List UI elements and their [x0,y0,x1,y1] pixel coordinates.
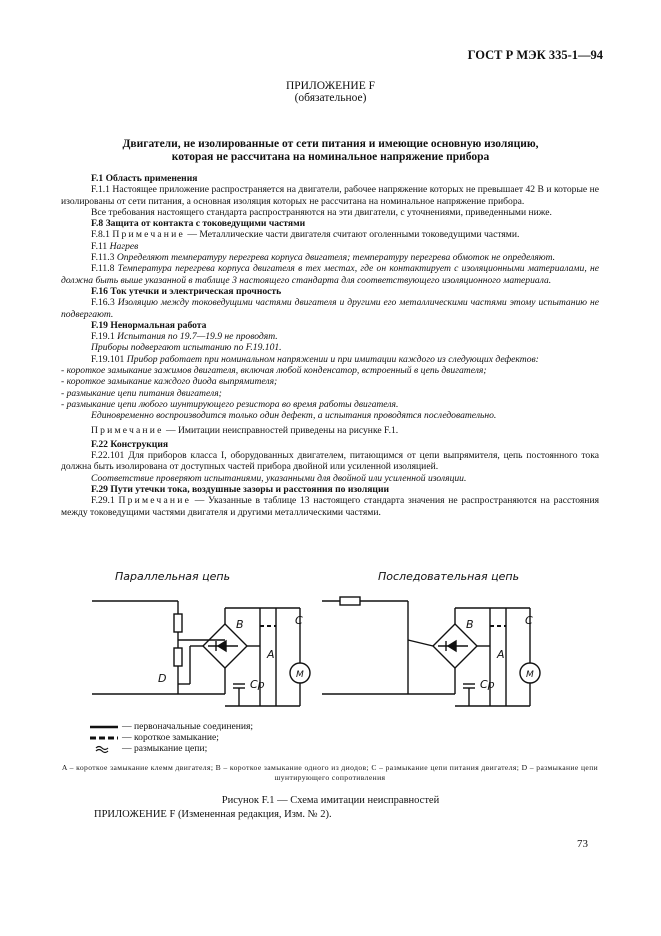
solid-line-icon [90,724,118,730]
f11-8-text: Температура перегрева корпуса двигателя в тех местах, где он контактирует с изоляционными материалами, не должна быть выше указанной в таблице 3 настоящего стандарта для соответствующего изоляционного материала. [61,263,599,286]
defect-item: - короткое замыкание каждого диода выпрямителя; [61,376,278,388]
f19-101-num: F.19.101 [91,353,125,365]
heading-line-1: Двигатели, не изолированные от сети питания и имеющие основную изоляцию, [122,138,539,150]
legend-text: — короткое замыкание; [122,732,219,743]
dashed-line-icon [90,735,118,741]
f11-8-num: F.11.8 [91,263,115,275]
label-m: M [526,670,534,680]
para-f19-1 [61,331,599,342]
f8-1-text: — Металлические части двигателя считают оголенными токоведущими частями. [184,229,520,241]
f11-num: F.11 [91,240,108,252]
label-a: A [497,648,505,661]
change-note: ПРИЛОЖЕНИЕ F (Измененная редакция, Изм. № 2). [94,809,332,820]
f8-1-note-label: Примечание [112,229,185,241]
para-f29-1 [61,495,599,518]
figure-legend [90,721,253,754]
standard-header: ГОСТ Р МЭК 335-1—94 [467,48,603,62]
label-cp: Cp [480,678,495,691]
f11-3-num: F.11.3 [91,252,115,264]
f11-text: Нагрев [109,240,139,252]
f19-101-text: Прибор работает при номинальном напряжении и при имитации каждого из следующих дефектов: [126,353,539,365]
legend-row [90,743,253,754]
para-f1-1: F.1.1 Настоящее приложение распространяется на двигатели, рабочее напряжение которых не превышает 42 В и которые не изолированы от сети питания, а основная изоляция которых не рассчитана на номинальное напряжение прибора. [61,184,599,207]
para-f19-101 [61,354,599,365]
label-b: B [236,618,244,631]
section-f19-title: F.19 Ненормальная работа [91,319,207,331]
para-f11-3 [61,252,599,263]
para-f11 [61,241,599,252]
para-f1-2: Все требования настоящего стандарта распространяются на эти двигатели, с уточнениями, приведенными ниже. [91,206,552,218]
circuit-diagrams [90,566,534,726]
annex-status: (обязательное) [294,92,367,104]
series-resistor-symbol [340,597,360,605]
f19-1-num: F.19.1 [91,331,115,343]
annex-title: ПРИЛОЖЕНИЕ F [285,80,376,92]
defect-item: - короткое замыкание зажимов двигателя, включая любой конденсатор, встроенный в цепь двигателя; [61,365,487,377]
page-number: 73 [577,838,588,850]
f19-note-text: — Имитации неисправностей приведены на рисунке F.1. [163,424,399,436]
f19-1-text: Испытания по 19.7—19.9 не проводят. [117,331,278,343]
annex-heading [0,138,661,164]
annex-block [0,80,661,104]
para-f19-1b: Приборы подвергают испытанию по F.19.101. [91,342,282,354]
legend-text: — размыкание цепи; [122,743,208,754]
para-f8-1 [61,229,599,240]
parallel-diode [208,641,238,651]
para-f22-check: Соответствие проверяют испытаниями, указанными для двойной или усиленной изоляции. [91,472,467,484]
figure-legend-note: A – короткое замыкание клемм двигателя; B – короткое замыкание одного из диодов; C – размыкание цепи питания двигателя; D – размыкание цепи шунтирующего сопротивления [61,763,599,782]
section-f16-title: F.16 Ток утечки и электрическая прочность [91,285,282,297]
section-f8-title: F.8 Защита от контакта с токоведущими частями [91,218,306,230]
f29-1-note-label: Примечание [118,495,192,507]
parallel-circuit-title: Параллельная цепь [115,570,231,583]
resistor-symbol [174,614,182,632]
label-c: C [295,614,303,627]
parallel-circuit [92,601,310,706]
heading-line-2: которая не рассчитана на номинальное напряжение прибора [171,151,490,163]
legend-row [90,732,253,743]
section-f22-title: F.22 Конструкция [91,438,169,450]
label-a: A [267,648,275,661]
f11-3-text: Определяют температуру перегрева корпуса двигателя; температуру перегрева обмоток не определяют. [116,252,556,264]
f29-1-num: F.29.1 [91,495,115,507]
label-d: D [158,672,167,685]
f19-note-label: Примечание [91,424,164,436]
para-f19-note [61,425,599,436]
para-f19-once: Единовременно воспроизводится только один дефект, а испытания проводятся последовательно. [91,410,497,422]
para-f22-101: F.22.101 Для приборов класса I, оборудованных двигателем, питающимся от цепи выпрямителя, цепь постоянного тока должна быть изолирована от доступных частей прибора двойной или усиленной изоляцией. [61,450,599,473]
series-circuit-title: Последовательная цепь [378,570,520,583]
figure-caption: Рисунок F.1 — Схема имитации неисправностей [221,795,440,806]
section-f29-title: F.29 Пути утечки тока, воздушные зазоры и расстояния по изоляции [91,484,389,496]
label-c: C [525,614,533,627]
series-circuit [322,597,540,706]
f16-3-num: F.16.3 [91,297,115,309]
fault-simulation-figure [90,566,534,726]
break-symbol-icon [90,745,118,753]
label-cp: Cp [250,678,265,691]
f16-3-text: Изоляцию между токоведущими частями двигателя и другими его металлическими частями этому испытанию не подвергают. [61,297,600,320]
defect-item: - размыкание цепи любого шунтирующего резистора во время работы двигателя. [61,398,399,410]
para-f16-3 [61,297,599,320]
legend-text: — первоначальные соединения; [122,721,254,732]
section-f1-title: F.1 Область применения [91,173,198,184]
shunt-resistor-symbol [174,648,182,666]
f8-1-num: F.8.1 [91,229,110,241]
f29-1-text: — Указанные в таблице 13 настоящего стандарта значения не распространяются на расстояния между токоведущими частями двигателя и другими металлическими частями. [61,495,599,518]
legend-row [90,721,253,732]
para-f11-8 [61,263,599,286]
label-b: B [466,618,474,631]
defect-item: - размыкание цепи питания двигателя; [61,387,222,399]
annex-body [61,173,599,518]
label-m: M [296,670,304,680]
